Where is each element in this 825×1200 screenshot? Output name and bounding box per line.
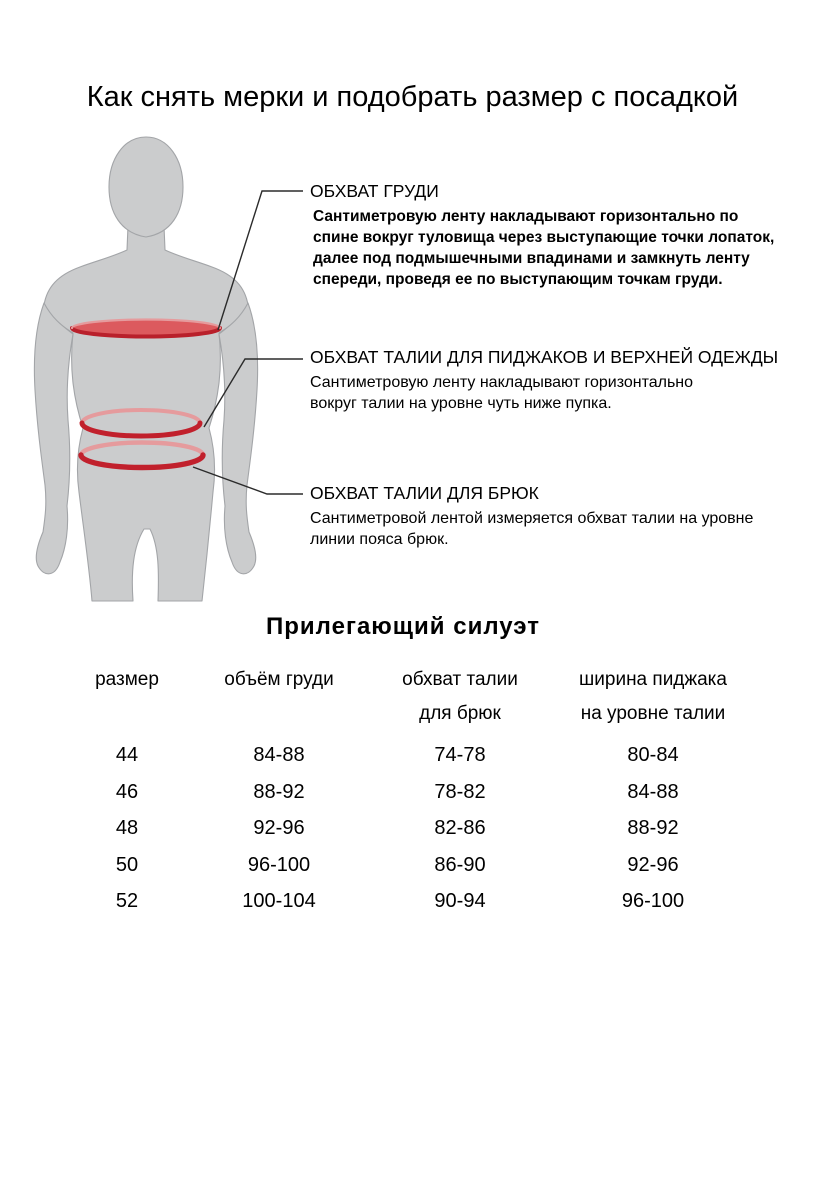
size-table-body (40, 737, 730, 920)
column-header-size: размер (95, 669, 159, 690)
head-shape (109, 137, 183, 237)
size-table-title: Прилегающий силуэт (266, 613, 540, 640)
table-cell: 50 (115, 853, 139, 876)
column-header-waist-line2: для брюк (419, 703, 501, 724)
table-row (40, 810, 730, 847)
table-cell: 88-92 (627, 817, 679, 840)
table-cell: 78-82 (434, 780, 486, 803)
text-line: Сантиметровой лентой измеряется обхват талии на уровне (310, 510, 754, 527)
table-cell: 74-78 (434, 744, 486, 766)
text-line: линии пояса брюк. (310, 531, 449, 548)
jacket-waist-section-text (310, 372, 693, 414)
table-cell: 100-104 (242, 890, 316, 913)
chest-section-heading: ОБХВАТ ГРУДИ (310, 181, 439, 201)
text-line: Сантиметровую ленту накладывают горизонтально (310, 374, 694, 391)
right-arm-shape (219, 303, 258, 574)
text-line: спереди, проведя ее по выступающим точкам груди. (313, 271, 723, 288)
table-cell: 92-96 (253, 817, 305, 840)
text-line: далее под подмышечными впадинами и замкнуть ленту (313, 250, 750, 267)
table-cell: 80-84 (627, 744, 679, 766)
torso-legs-shape (44, 226, 248, 601)
jacket-waist-section-heading: ОБХВАТ ТАЛИИ ДЛЯ ПИДЖАКОВ И ВЕРХНЕЙ ОДЕЖДЫ (310, 347, 779, 367)
chest-tape (72, 320, 220, 337)
column-header-waist: обхват талии (402, 669, 518, 690)
table-cell: 90-94 (434, 890, 486, 913)
table-cell: 44 (115, 744, 139, 766)
text-line: спине вокруг туловища через выступающие точки лопаток, (313, 229, 775, 246)
male-silhouette (34, 137, 257, 601)
text-line: вокруг талии на уровне чуть ниже пупка. (310, 395, 612, 412)
page-title: Как снять мерки и подобрать размер с посадкой (86, 81, 739, 113)
table-row (40, 883, 730, 920)
column-header-size-line2 (40, 697, 214, 731)
chest-section-text (313, 206, 774, 290)
column-header-chest: объём груди (224, 669, 334, 690)
table-cell: 52 (115, 890, 139, 913)
column-header-jacket-width: ширина пиджака (579, 669, 727, 690)
table-row (40, 847, 730, 884)
table-cell: 84-88 (627, 780, 679, 803)
table-row (40, 737, 730, 774)
table-cell: 82-86 (434, 817, 486, 840)
table-cell: 84-88 (253, 744, 305, 766)
column-header-chest-line2 (214, 697, 344, 731)
table-cell: 96-100 (621, 890, 685, 913)
table-cell: 86-90 (434, 853, 486, 876)
trouser-waist-section-text (310, 508, 753, 550)
table-cell: 46 (115, 780, 139, 803)
left-arm-shape (34, 303, 73, 574)
table-cell: 92-96 (627, 853, 679, 876)
table-cell: 88-92 (253, 780, 305, 803)
text-line: Сантиметровую ленту накладывают горизонтально по (313, 208, 739, 225)
column-header-jacket-width-line2: на уровне талии (580, 703, 726, 724)
table-cell: 48 (115, 817, 139, 840)
table-row (40, 774, 730, 811)
trouser-waist-section-heading: ОБХВАТ ТАЛИИ ДЛЯ БРЮК (310, 483, 539, 503)
table-cell: 96-100 (247, 853, 311, 876)
size-table-header (40, 663, 730, 731)
